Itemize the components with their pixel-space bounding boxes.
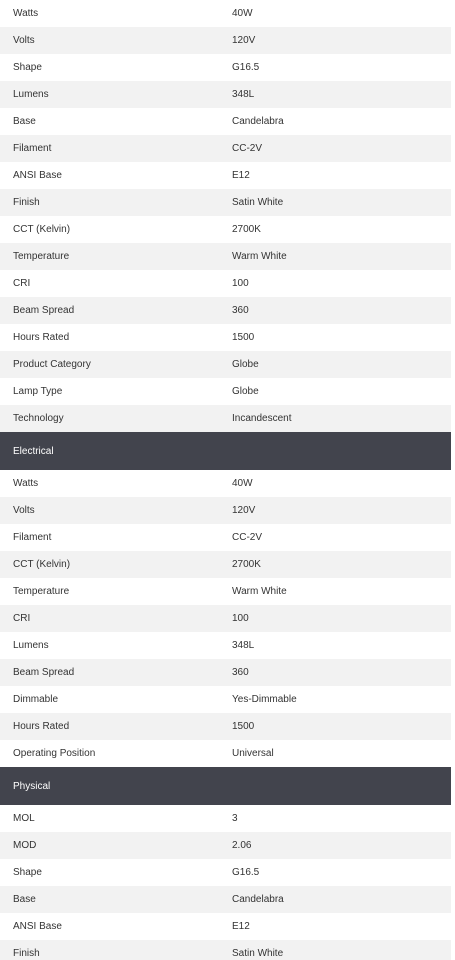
spec-row (0, 740, 451, 767)
spec-value: 1500 (232, 332, 255, 343)
spec-label: Lumens (13, 89, 49, 100)
spec-row (0, 297, 451, 324)
spec-label: Watts (13, 478, 39, 489)
spec-label: Volts (13, 505, 35, 516)
spec-label: Beam Spread (13, 305, 75, 316)
spec-label: CCT (Kelvin) (13, 559, 71, 570)
spec-row (0, 378, 451, 405)
spec-label: Lamp Type (13, 386, 63, 397)
spec-row (0, 189, 451, 216)
spec-row (0, 81, 451, 108)
spec-value: Universal (232, 748, 274, 759)
spec-row (0, 27, 451, 54)
spec-value: Globe (232, 359, 259, 370)
spec-label: Operating Position (13, 748, 96, 759)
spec-value: 40W (232, 478, 253, 489)
spec-value: 3 (232, 813, 238, 824)
spec-row (0, 886, 451, 913)
spec-value: 120V (232, 35, 256, 46)
spec-row (0, 135, 451, 162)
spec-row (0, 243, 451, 270)
spec-value: G16.5 (232, 62, 260, 73)
spec-label: Product Category (13, 359, 91, 370)
spec-row (0, 270, 451, 297)
spec-value: Warm White (232, 251, 287, 262)
spec-value: 100 (232, 278, 249, 289)
spec-label: Temperature (13, 586, 70, 597)
spec-value: 2700K (232, 559, 261, 570)
spec-value: Satin White (232, 948, 284, 959)
spec-value: 1500 (232, 721, 255, 732)
spec-label: Lumens (13, 640, 49, 651)
spec-value: 100 (232, 613, 249, 624)
spec-label: Shape (13, 867, 42, 878)
spec-value: 348L (232, 640, 255, 651)
spec-label: Hours Rated (13, 721, 70, 732)
spec-row (0, 524, 451, 551)
spec-row (0, 632, 451, 659)
spec-label: Filament (13, 143, 52, 154)
spec-value: CC-2V (232, 143, 263, 154)
spec-label: MOD (13, 840, 37, 851)
spec-row (0, 659, 451, 686)
spec-value: 2.06 (232, 840, 252, 851)
spec-value: 120V (232, 505, 256, 516)
spec-row (0, 913, 451, 940)
spec-row (0, 351, 451, 378)
spec-label: Hours Rated (13, 332, 70, 343)
spec-value: Incandescent (232, 413, 292, 424)
spec-row (0, 162, 451, 189)
spec-value: Candelabra (232, 894, 284, 905)
spec-label: Finish (13, 948, 40, 959)
spec-row (0, 324, 451, 351)
spec-value: 348L (232, 89, 255, 100)
spec-label: Base (13, 894, 36, 905)
spec-row (0, 0, 451, 27)
spec-value: Warm White (232, 586, 287, 597)
spec-value: 40W (232, 8, 253, 19)
section-header-physical: Physical (0, 767, 451, 805)
spec-label: Base (13, 116, 36, 127)
spec-label: ANSI Base (13, 170, 62, 181)
spec-label: Filament (13, 532, 52, 543)
spec-label: Temperature (13, 251, 70, 262)
spec-value: G16.5 (232, 867, 260, 878)
spec-row (0, 578, 451, 605)
spec-value: 360 (232, 667, 249, 678)
spec-label: Beam Spread (13, 667, 75, 678)
spec-row (0, 805, 451, 832)
spec-label: Watts (13, 8, 39, 19)
spec-label: Technology (13, 413, 64, 424)
spec-value: Yes-Dimmable (232, 694, 297, 705)
spec-row (0, 470, 451, 497)
spec-value: E12 (232, 921, 250, 932)
spec-row (0, 859, 451, 886)
spec-value: Globe (232, 386, 259, 397)
spec-label: Volts (13, 35, 35, 46)
spec-row (0, 551, 451, 578)
spec-label: CRI (13, 278, 31, 289)
spec-value: 360 (232, 305, 249, 316)
spec-value: Candelabra (232, 116, 284, 127)
spec-row (0, 686, 451, 713)
spec-label: Shape (13, 62, 42, 73)
spec-row (0, 108, 451, 135)
spec-value: Satin White (232, 197, 284, 208)
spec-row (0, 832, 451, 859)
spec-label: ANSI Base (13, 921, 62, 932)
spec-row (0, 54, 451, 81)
section-header-electrical: Electrical (0, 432, 451, 470)
spec-value: CC-2V (232, 532, 263, 543)
spec-value: E12 (232, 170, 250, 181)
spec-row (0, 605, 451, 632)
spec-value: 2700K (232, 224, 261, 235)
spec-row (0, 497, 451, 524)
spec-row (0, 216, 451, 243)
spec-label: CCT (Kelvin) (13, 224, 71, 235)
spec-row (0, 713, 451, 740)
spec-label: MOL (13, 813, 35, 824)
spec-row (0, 940, 451, 960)
spec-label: Finish (13, 197, 40, 208)
spec-label: CRI (13, 613, 31, 624)
spec-row (0, 405, 451, 432)
spec-label: Dimmable (13, 694, 59, 705)
